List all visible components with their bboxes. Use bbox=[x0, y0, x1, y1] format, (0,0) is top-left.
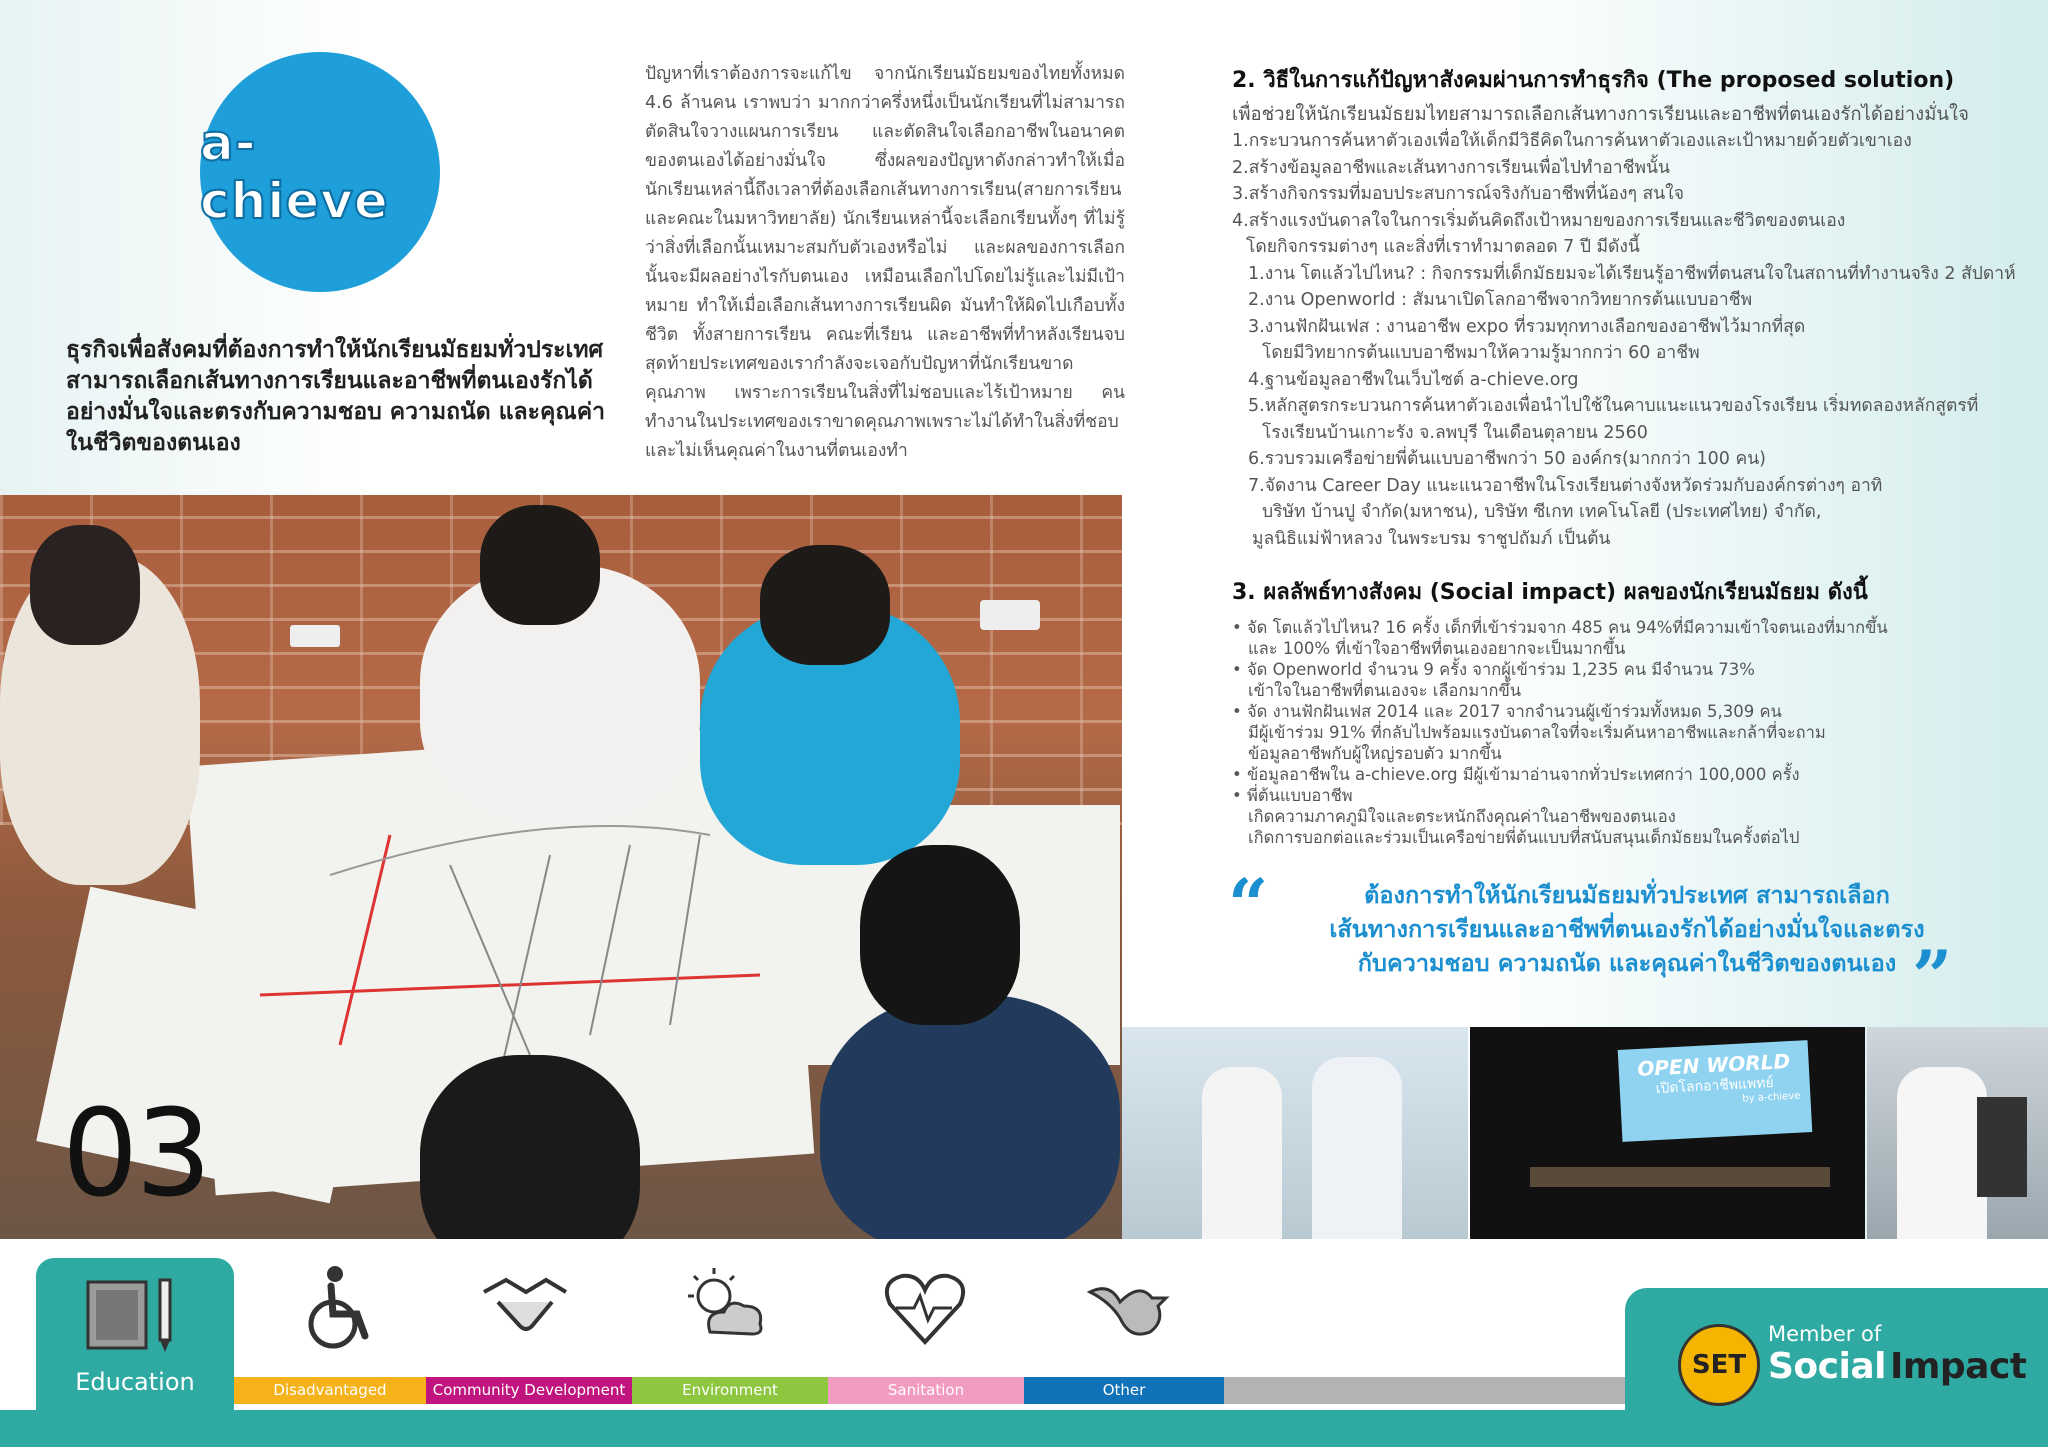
activity-item: 3.งานฟักฝันเฟส : งานอาชีพ expo ที่รวมทุกทางเลือกของอาชีพไว้มากที่สุด bbox=[1248, 316, 1806, 337]
set-impact-word: Impact bbox=[1889, 1346, 2027, 1387]
section2-item: โดยกิจกรรมต่างๆ และสิ่งที่เราทำมาตลอด 7 ปี มีดังนี้ bbox=[1246, 237, 1640, 257]
section2-item: 4.สร้างแรงบันดาลใจในการเริ่มต้นคิดถึงเป้าหมายของการเรียนและชีวิตของตนเอง bbox=[1232, 210, 1846, 231]
activity-item: 2.งาน Openworld : สัมนาเปิดโลกอาชีพจากวิทยากรต้นแบบอาชีพ bbox=[1248, 290, 1753, 310]
intro-text: ธุรกิจเพื่อสังคมที่ต้องการทำให้นักเรียนมัธยมทั่วประเทศ สามารถเลือกเส้นทางการเรียนและอาชีพที่ตนเองรักได้อย่างมั่นใจและตรงกับความชอบ ความถนัด และคุณค่าในชีวิตของตนเอง bbox=[66, 337, 606, 456]
quote-line: ต้องการทำให้นักเรียนมัธยมทั่วประเทศ สามารถเลือก bbox=[1364, 881, 1890, 909]
category-label-environment: Environment bbox=[632, 1377, 828, 1404]
section2-item: 2.สร้างข้อมูลอาชีพและเส้นทางการเรียนเพื่อไปทำอาชีพนั้น bbox=[1232, 157, 1670, 178]
quote-line: เส้นทางการเรียนและอาชีพที่ตนเองรักได้อย่างมั่นใจและตรง bbox=[1329, 915, 1925, 943]
student-hair bbox=[480, 505, 600, 625]
impact-bullet: • จัด Openworld จำนวน 9 ครั้ง จากผู้เข้าร่วม 1,235 คน มีจำนวน 73% bbox=[1232, 660, 1755, 679]
set-member-text: Member of bbox=[1768, 1322, 1882, 1346]
section2-title: 2. วิธีในการแก้ปัญหาสังคมผ่านการทำธุรกิจ (The proposed solution) bbox=[1232, 68, 1955, 93]
heart-pulse-icon bbox=[880, 1262, 970, 1352]
power-outlet bbox=[980, 600, 1040, 630]
section2-item: 3.สร้างกิจกรรมที่มอบประสบการณ์จริงกับอาชีพที่น้องๆ สนใจ bbox=[1232, 184, 1684, 204]
category-label-other: Other bbox=[1024, 1377, 1224, 1404]
section2-item: 1.กระบวนการค้นหาตัวเองเพื่อให้เด็กมีวิธีคิดในการค้นหาตัวเองและเป้าหมายด้วยตัวเขาเอง bbox=[1232, 131, 1912, 151]
section3-title: 3. ผลลัพธ์ทางสังคม (Social impact) ผลของนักเรียนมัธยม ดังนี้ bbox=[1232, 580, 1868, 605]
stage bbox=[1530, 1167, 1830, 1187]
activity-item: โดยมีวิทยากรต้นแบบอาชีพมาให้ความรู้มากกว่า 60 อาชีพ bbox=[1262, 343, 1700, 363]
set-social-word: Social bbox=[1768, 1346, 1886, 1387]
activity-item: 6.รวบรวมเครือข่ายพี่ต้นแบบอาชีพกว่า 50 องค์กร(มากกว่า 100 คน) bbox=[1248, 449, 1767, 469]
hospital-photo bbox=[1122, 1027, 1468, 1239]
section2-lead: เพื่อช่วยให้นักเรียนมัธยมไทยสามารถเลือกเส้นทางการเรียนและอาชีพที่ตนเองรักได้อย่างมั่นใจ bbox=[1232, 104, 1969, 125]
open-world-screen bbox=[1618, 1040, 1813, 1142]
category-tab-education bbox=[36, 1258, 234, 1410]
impact-bullet: • จัด งานฟักฝันเฟส 2014 และ 2017 จากจำนวนผู้เข้าร่วมทั้งหมด 5,309 คน bbox=[1232, 702, 1782, 721]
dove-icon bbox=[1080, 1262, 1170, 1352]
category-label-education: Education bbox=[75, 1368, 195, 1396]
bottom-color-strip bbox=[0, 1410, 2048, 1447]
quote-line: กับความชอบ ความถนัด และคุณค่าในชีวิตของตนเอง bbox=[1357, 949, 1897, 977]
microscope bbox=[1977, 1097, 2027, 1197]
open-world-sign-byline: by a-chieve bbox=[1742, 1090, 1801, 1105]
impact-bullet: • พี่ต้นแบบอาชีพ bbox=[1232, 786, 1353, 805]
a-chieve-logo bbox=[200, 52, 440, 292]
category-label-sanitation: Sanitation bbox=[828, 1377, 1024, 1404]
impact-bullet: เกิดการบอกต่อและร่วมเป็นเครือข่ายพี่ต้นแบบที่สนับสนุนเด็กมัธยมในครั้งต่อไป bbox=[1248, 828, 1800, 847]
lab-photo bbox=[1867, 1027, 2048, 1239]
activity-item: บริษัท บ้านปู จำกัด(มหาชน), บริษัท ซีเกท เทคโนโลยี (ประเทศไทย) จำกัด, bbox=[1262, 502, 1822, 522]
open-world-sign-title: OPEN WORLD bbox=[1636, 1049, 1791, 1082]
section-proposed-solution bbox=[1232, 62, 2022, 552]
impact-bullet: • ข้อมูลอาชีพใน a-chieve.org มีผู้เข้ามาอ่านจากทั่วประเทศกว่า 100,000 ครั้ง bbox=[1232, 765, 1800, 784]
student-hair bbox=[420, 1055, 640, 1239]
logo-text: a-chieve bbox=[200, 114, 389, 230]
open-world-seminar-photo bbox=[1470, 1027, 1865, 1239]
handshake-icon bbox=[480, 1262, 570, 1352]
impact-bullet: และ 100% ที่เข้าใจอาชีพที่ตนเองอยากจะเป็นมากขึ้น bbox=[1248, 639, 1626, 658]
impact-bullet: เข้าใจในอาชีพที่ตนเองจะ เลือกมากขึ้น bbox=[1248, 681, 1522, 700]
open-quote-mark: “ bbox=[1228, 863, 1269, 946]
impact-bullet: มีผู้เข้าร่วม 91% ที่กลับไปพร้อมแรงบันดาลใจที่จะเริ่มค้นหาอาชีพและกล้าที่จะถาม bbox=[1248, 723, 1826, 742]
impact-bullet: • จัด โตแล้วไปไหน? 16 ครั้ง เด็กที่เข้าร่วมจาก 485 คน 94%ที่มีความเข้าใจตนเองที่มากขึ้น bbox=[1232, 618, 1888, 637]
student-hair bbox=[860, 845, 1020, 1025]
student-hair bbox=[30, 525, 140, 645]
student-hair bbox=[760, 545, 890, 665]
student-navy-shirt bbox=[820, 995, 1120, 1239]
activity-item: 4.ฐานข้อมูลอาชีพในเว็บไซต์ a-chieve.org bbox=[1248, 369, 1579, 390]
section-social-impact bbox=[1232, 574, 2022, 848]
nurse bbox=[1312, 1057, 1402, 1239]
open-world-sign-subtitle: เปิดโลกอาชีพแพทย์ bbox=[1655, 1074, 1775, 1098]
sun-cloud-icon bbox=[680, 1262, 770, 1352]
category-label-community-development: Community Development bbox=[426, 1377, 632, 1404]
book-icon bbox=[84, 1276, 184, 1356]
wheelchair-icon bbox=[295, 1262, 385, 1352]
close-quote-mark: ” bbox=[1912, 935, 1953, 1018]
set-logo: SET bbox=[1678, 1324, 1760, 1406]
power-outlet bbox=[290, 625, 340, 647]
pull-quote bbox=[1232, 878, 2022, 980]
student-in-mask bbox=[1202, 1067, 1282, 1239]
activity-item: 5.หลักสูตรกระบวนการค้นหาตัวเองเพื่อนำไปใช้ในคาบแนะแนวของโรงเรียน เริ่มทดลองหลักสูตรที่ bbox=[1248, 396, 1979, 416]
activity-item: โรงเรียนบ้านเกาะรัง จ.ลพบุรี ในเดือนตุลายน 2560 bbox=[1262, 422, 1648, 443]
category-label-disadvantaged: Disadvantaged bbox=[234, 1377, 426, 1404]
page-number: 03 bbox=[62, 1085, 209, 1224]
problem-text: ปัญหาที่เราต้องการจะแก้ไข จากนักเรียนมัธยมของไทยทั้งหมด 4.6 ล้านคน เราพบว่า มากกว่าครึ่งหนึ่งเป็นนักเรียนที่ไม่สามารถตัดสินใจวางแผนการเรียน และตัดสินใจเลือกอาชีพในอนาคตของตนเองได้อย่างมั่นใจ ซึ่งผลของปัญหาดังกล่าวทำให้เมื่อนักเรียนเหล่านี้ถึงเวลาที่ต้องเลือกเส้นทางการเรียน(สายการเรียน และคณะในมหาวิทยาลัย) นักเรียนเหล่านี้จะเลือกเรียนทั้งๆ ที่ไม่รู้ว่าสิ่งที่เลือกนั้นเหมาะสมกับตัวเองหรือไม่ และผลของการเลือกนั้นจะมีผลอย่างไรกับตนเอง เหมือนเลือกไปโดยไม่รู้และไม่มีเป้าหมาย ทำให้เมื่อเลือกเส้นทางการเรียนผิด มันทำให้ผิดไปเกือบทั้งชีวิต ทั้งสายการเรียน คณะที่เรียน และอาชีพที่ทำหลังเรียนจบ สุดท้ายประเทศของเรากำลังจะเจอกับปัญหาที่นักเรียนขาดคุณภาพ เพราะการเรียนในสิ่งที่ไม่ชอบและไร้เป้าหมาย คนทำงานในประเทศของเราขาดคุณภาพเพราะไม่ได้ทำในสิ่งที่ชอบและไม่เห็นคุณค่าในงานที่ตนเองทำ bbox=[645, 64, 1125, 461]
activity-item: 7.จัดงาน Career Day แนะแนวอาชีพในโรงเรียนต่างจังหวัดร่วมกับองค์กรต่างๆ อาทิ bbox=[1248, 475, 1883, 496]
activity-item: มูลนิธิแม่ฟ้าหลวง ในพระบรม ราชูปถัมภ์ เป็นต้น bbox=[1252, 528, 1611, 549]
impact-bullet: เกิดความภาคภูมิใจและตระหนักถึงคุณค่าในอาชีพของตนเอง bbox=[1248, 807, 1676, 826]
activity-item: 1.งาน โตแล้วไปไหน? : กิจกรรมที่เด็กมัธยมจะได้เรียนรู้อาชีพที่ตนสนใจในสถานที่ทำงานจริง 2 สัปดาห์ bbox=[1248, 263, 2016, 284]
student-at-microscope bbox=[1897, 1067, 1987, 1239]
set-social-impact-text bbox=[1768, 1346, 2027, 1387]
impact-bullet: ข้อมูลอาชีพกับผู้ใหญ่รอบตัว มากขึ้น bbox=[1248, 744, 1502, 763]
